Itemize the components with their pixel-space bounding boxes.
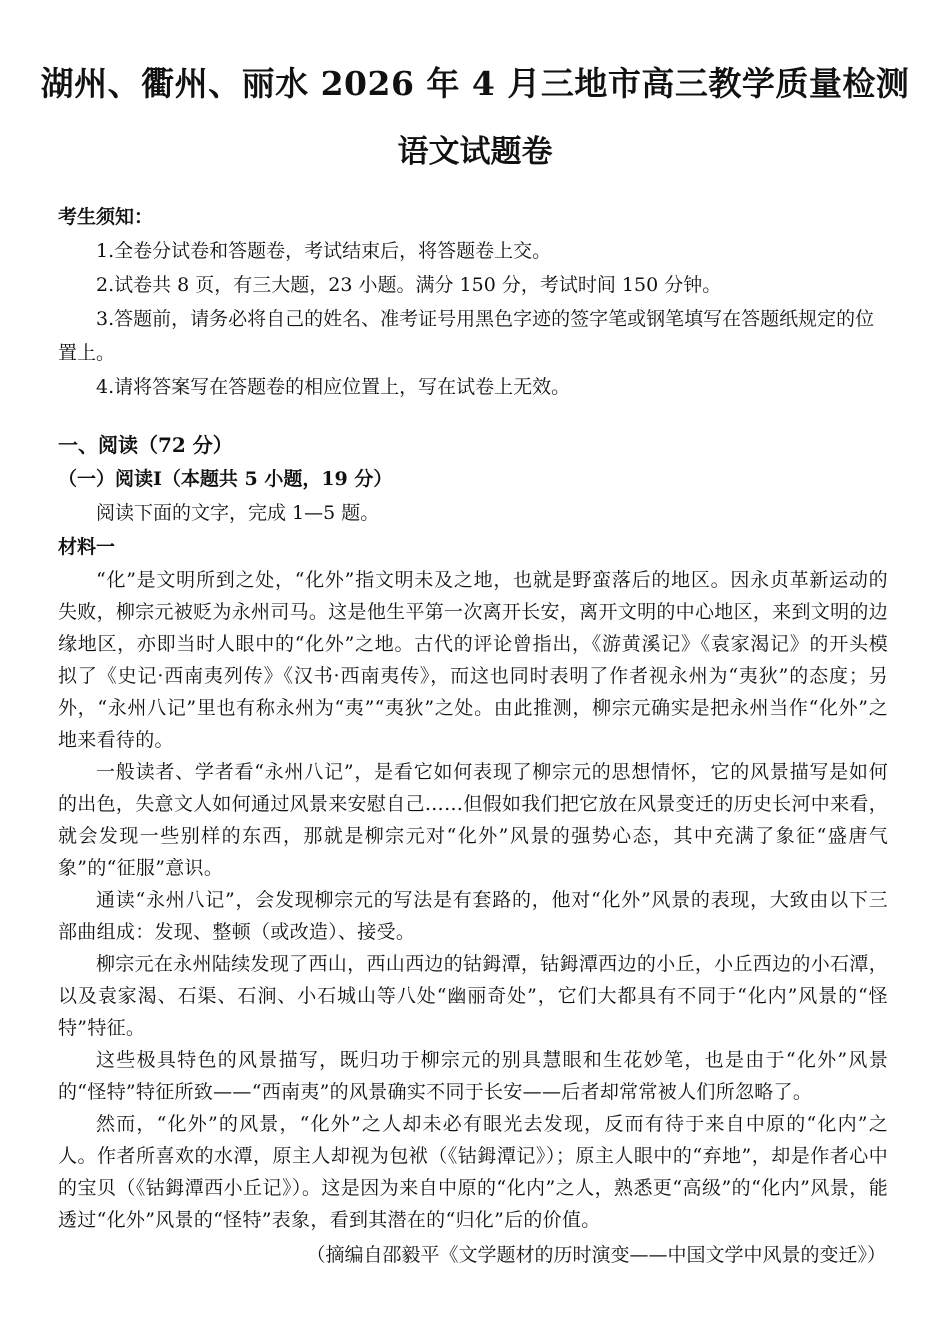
page-content <box>58 200 888 1272</box>
material-paragraph-6: 然而，“化外”的风景，“化外”之人却未必有眼光去发现，反而有待于来自中原的“化内”之人。作者所喜欢的水潭，原主人却视为包袱（《钴鉧潭记》）；原主人眼中的“弃地”，却是作者心中的宝贝（《钴鉧潭西小丘记》）。这是因为来自中原的“化内”之人，熟悉更“高级”的“化内”风景，能透过“化外”风景的“怪特”表象，看到其潜在的“归化”后的价值。 <box>58 1113 888 1231</box>
page-subtitle: 语文试题卷 <box>397 134 553 170</box>
notice-item-2: 2.试卷共 8 页，有三大题，23 小题。满分 150 分，考试时间 150 分钟。 <box>96 274 722 296</box>
material-paragraph-4: 柳宗元在永州陆续发现了西山，西山西边的钴鉧潭，钴鉧潭西边的小丘，小丘西边的小石潭，以及袁家渴、石渠、石涧、小石城山等八处“幽丽奇处”，它们大都具有不同于“化内”风景的“怪特”特征。 <box>58 953 888 1039</box>
notice-item-3: 3.答题前，请务必将自己的姓名、准考证号用黑色字迹的签字笔或钢笔填写在答题纸规定的位置上。 <box>58 308 875 364</box>
section-heading: 一、阅读（72 分） <box>58 433 233 457</box>
notice-item-4: 4.请将答案写在答题卷的相应位置上，写在试卷上无效。 <box>96 376 571 398</box>
notice-item-1: 1.全卷分试卷和答题卷，考试结束后，将答题卷上交。 <box>96 240 552 262</box>
material-paragraph-5: 这些极具特色的风景描写，既归功于柳宗元的别具慧眼和生花妙笔，也是由于“化外”风景的“怪特”特征所致——“西南夷”的风景确实不同于长安——后者却常常被人们所忽略了。 <box>58 1049 888 1103</box>
reading-instruction: 阅读下面的文字，完成 1—5 题。 <box>96 502 380 524</box>
source-citation: （摘编自邵毅平《文学题材的历时演变——中国文学中风景的变迁》） <box>306 1244 886 1266</box>
material-heading: 材料一 <box>58 536 116 558</box>
subsection-heading: （一）阅读I（本题共 5 小题，19 分） <box>58 468 393 490</box>
material-paragraph-3: 通读“永州八记”，会发现柳宗元的写法是有套路的，他对“化外”风景的表现，大致由以下三部曲组成：发现、整顿（或改造）、接受。 <box>58 889 888 943</box>
notice-heading: 考生须知： <box>58 206 154 228</box>
material-paragraph-2: 一般读者、学者看“永州八记”，是看它如何表现了柳宗元的思想情怀，它的风景描写是如何的出色，失意文人如何通过风景来安慰自己……但假如我们把它放在风景变迁的历史长河中来看，就会发现一些别样的东西，那就是柳宗元对“化外”风景的强势心态，其中充满了象征“盛唐气象”的“征服”意识。 <box>58 761 888 879</box>
material-paragraph-1: “化”是文明所到之处，“化外”指文明未及之地，也就是野蛮落后的地区。因永贞革新运动的失败，柳宗元被贬为永州司马。这是他生平第一次离开长安，离开文明的中心地区，来到文明的边缘地区，亦即当时人眼中的“化外”之地。古代的评论曾指出，《游黄溪记》《袁家渴记》的开头模拟了《史记·西南夷列传》《汉书·西南夷传》，而这也同时表明了作者视永州为“夷狄”的态度；另外，“永州八记”里也有称永州为“夷”“夷狄”之处。由此推测，柳宗元确实是把永州当作“化外”之地来看待的。 <box>58 569 888 751</box>
page-title: 湖州、衢州、丽水 2026 年 4 月三地市高三教学质量检测 <box>40 64 910 103</box>
